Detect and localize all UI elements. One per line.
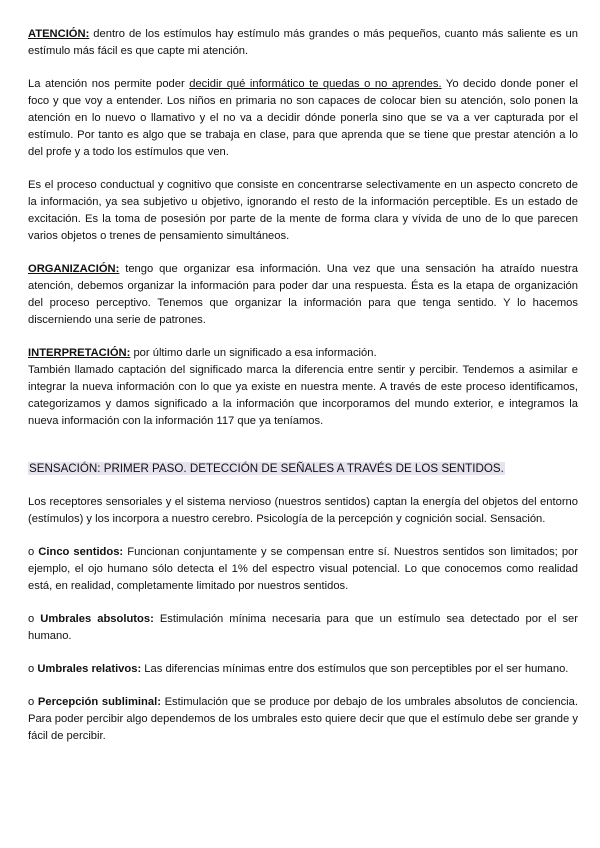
- term-umbrales-relativos: Umbrales relativos:: [37, 663, 142, 675]
- bullet-marker: o: [28, 663, 38, 675]
- term-percepcion-subliminal: Percepción subliminal:: [37, 696, 161, 708]
- term-umbrales-absolutos: Umbrales absolutos:: [40, 613, 154, 625]
- paragraph-text: Funcionan conjuntamente y se compensan entre sí. Nuestros sentidos son limitados; por ejemplo, el ojo humano sólo detecta el 1% del espectro visual potencial. Lo que conocemos como realidad está, en realidad, completamente limitado por nuestros sentidos.: [28, 546, 578, 592]
- paragraph-text: Los receptores sensoriales y el sistema nervioso (nuestros sentidos) captan la energía del objetos del entorno (estímulos) y los incorpora a nuestro cerebro. Psicología de la percepción y cognición social. Sensación.: [28, 496, 578, 525]
- paragraph-text: La atención nos permite poder: [28, 78, 190, 90]
- paragraph-atencion-detail: [28, 76, 578, 161]
- term-atencion: ATENCIÓN:: [28, 28, 90, 40]
- paragraph-text: tengo que organizar esa información. Una vez que una sensación ha atraído nuestra atención, debemos organizar la información para poder dar una respuesta. Ésta es la etapa de organización del proceso perceptivo. Tenemos que organizar la información para que tenga sentido. Y lo hacemos discerniendo una serie de patrones.: [28, 263, 578, 326]
- paragraph-atencion-definition: [28, 177, 578, 245]
- paragraph-text: Las diferencias mínimas entre dos estímulos que son perceptibles por el ser humano.: [141, 663, 569, 675]
- paragraph-text: dentro de los estímulos hay estímulo más grandes o más pequeños, cuanto más saliente es un estímulo más fácil es que capte mi atención.: [28, 28, 578, 57]
- paragraph-organizacion: [28, 261, 578, 329]
- paragraph-text: Es el proceso conductual y cognitivo que consiste en concentrarse selectivamente en un aspecto concreto de la información, ya sea subjetivo u objetivo, ignorando el resto de la información perceptible. Es un estado de excitación. Es la toma de posesión por parte de la mente de forma clara y vívida de uno de lo que parecen varios objetos o trenes de pensamiento simultáneos.: [28, 179, 578, 242]
- bullet-marker: o: [28, 696, 38, 708]
- list-item-cinco-sentidos: [28, 544, 578, 595]
- list-item-umbrales-absolutos: [28, 611, 578, 645]
- paragraph-interpretacion-detail: [28, 362, 578, 430]
- paragraph-receptores: [28, 494, 578, 528]
- section-heading: [28, 460, 578, 478]
- paragraph-text: Estimulación que se produce por debajo de los umbrales absolutos de conciencia. Para poder percibir algo dependemos de los umbrales esto quiere decir que que el estímulo debe ser grande y fácil de percibir.: [28, 696, 578, 742]
- paragraph-text: También llamado captación del significado marca la diferencia entre sentir y percibir. Tendemos a asimilar e integrar la nueva información con lo que ya existe en nuestra mente. A través de este proceso identificamos, categorizamos y damos significado a la información que incorporamos del mundo exterior, e integramos la nueva información con la información 117 que ya teníamos.: [28, 364, 578, 427]
- term-cinco-sentidos: Cinco sentidos:: [38, 546, 124, 558]
- term-interpretacion: INTERPRETACIÓN:: [28, 347, 131, 359]
- paragraph-text: Estimulación mínima necesaria para que un estímulo sea detectado por el ser humano.: [28, 613, 578, 642]
- paragraph-interpretacion: [28, 345, 578, 362]
- list-item-umbrales-relativos: [28, 661, 578, 678]
- bullet-marker: o: [28, 546, 39, 558]
- paragraph-text: Yo decido donde poner el foco y que voy a entender. Los niños en primaria no son capaces de colocar bien su atención, solo ponen la atención en lo nuevo o llamativo y el no va a decidir dónde ponerla sino que se va a ver capturada por el estímulo. Por tanto es algo que se trabaja en clase, para que aprenda que se tiene que prestar atención a lo del profe y a todo los estímulos que ven.: [28, 78, 578, 158]
- section-title: SENSACIÓN: PRIMER PASO. DETECCIÓN DE SEÑALES A TRAVÉS DE LOS SENTIDOS.: [29, 462, 504, 475]
- underlined-phrase: decidir qué informático te quedas o no aprendes.: [189, 78, 442, 90]
- bullet-marker: o: [28, 613, 41, 625]
- term-organizacion: ORGANIZACIÓN:: [28, 263, 120, 275]
- list-item-percepcion-subliminal: [28, 694, 578, 745]
- paragraph-text: por último darle un significado a esa información.: [130, 347, 377, 359]
- paragraph-atencion: [28, 26, 578, 60]
